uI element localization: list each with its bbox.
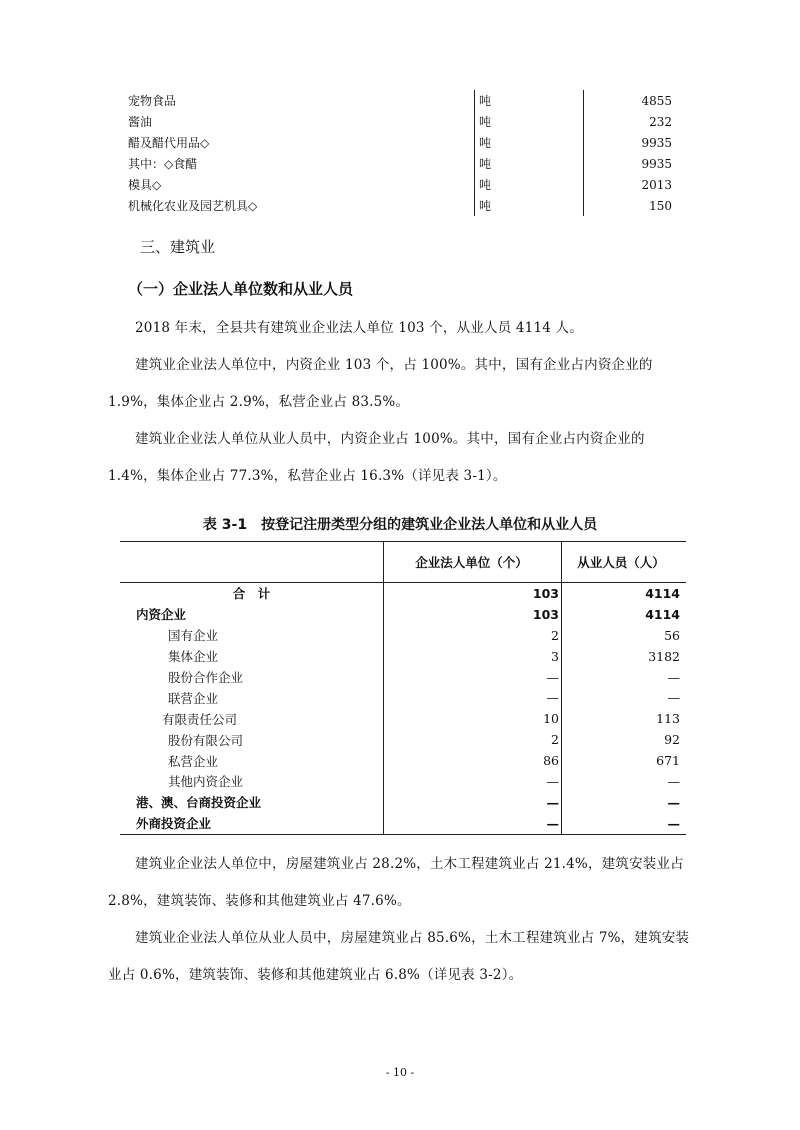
row-label: 有限责任公司 (162, 711, 238, 727)
units-cell: 2 (384, 625, 562, 646)
value: 9935 (641, 156, 672, 171)
product-output-table (120, 90, 686, 216)
value: 150 (649, 198, 672, 213)
units-cell: 10 (384, 708, 562, 729)
table-row (120, 90, 686, 111)
units-cell: 103 (384, 604, 562, 625)
item-name: 醋及醋代用品◇ (128, 136, 210, 150)
row-label: 集体企业 (168, 649, 219, 665)
table-row (120, 750, 686, 771)
unit: 吨 (475, 111, 584, 132)
table-row (120, 195, 686, 216)
paragraph: 建筑业企业法人单位中，房屋建筑业占 28.2%，土木工程建筑业占 21.4%，建筑安装业占 2.8%，建筑装饰、装修和其他建筑业占 47.6%。 (108, 856, 684, 909)
item-name: 模具◇ (128, 178, 162, 192)
persons-cell: — (562, 771, 687, 792)
table-row (120, 153, 686, 174)
row-label: 合 计 (232, 586, 271, 602)
unit: 吨 (475, 132, 584, 153)
table-row (120, 625, 686, 646)
header-persons: 从业人员（人） (562, 542, 687, 583)
table-row (120, 813, 686, 834)
row-label: 港、澳、台商投资企业 (136, 795, 262, 811)
persons-cell: 4114 (562, 604, 687, 625)
persons-cell: — (562, 813, 687, 834)
row-label: 私营企业 (168, 753, 219, 769)
persons-cell: — (562, 792, 687, 813)
table-row (120, 771, 686, 792)
item-name: 其中：◇食醋 (128, 157, 198, 171)
subsection-title: （一）企业法人单位数和从业人员 (128, 280, 354, 298)
units-cell: — (384, 667, 562, 688)
item-name: 机械化农业及园艺机具◇ (128, 199, 258, 213)
item-name: 宠物食品 (128, 94, 177, 108)
unit: 吨 (475, 153, 584, 174)
analysis-paragraphs (108, 846, 692, 994)
persons-cell: 92 (562, 729, 687, 750)
table-header-row (120, 542, 686, 583)
units-cell: 103 (384, 583, 562, 604)
persons-cell: 56 (562, 625, 687, 646)
intro-paragraphs (108, 310, 692, 495)
paragraph: 2018 年末，全县共有建筑业企业法人单位 103 个，从业人员 4114 人。 (135, 320, 583, 336)
paragraph: 建筑业企业法人单位从业人员中，内资企业占 100%。其中，国有企业占内资企业的 1.4%，集体企业占 77.3%，私营企业占 16.3%（详见表 3-1）。 (108, 431, 645, 484)
unit: 吨 (475, 174, 584, 195)
table-row (120, 687, 686, 708)
unit: 吨 (475, 195, 584, 216)
paragraph: 建筑业企业法人单位中，内资企业 103 个，占 100%。其中，国有企业占内资企业的 1.9%，集体企业占 2.9%，私营企业占 83.5%。 (108, 357, 653, 410)
persons-cell: 671 (562, 750, 687, 771)
row-label: 股份有限公司 (168, 732, 244, 748)
table-row (120, 646, 686, 667)
table-row (120, 583, 686, 604)
persons-cell: — (562, 667, 687, 688)
table-row (120, 111, 686, 132)
value: 4855 (641, 93, 672, 108)
header-units: 企业法人单位（个） (384, 542, 562, 583)
enterprise-table (120, 541, 686, 835)
units-cell: 3 (384, 646, 562, 667)
persons-cell: 3182 (562, 646, 687, 667)
persons-cell: 113 (562, 708, 687, 729)
header-blank (120, 542, 384, 583)
row-label: 外商投资企业 (136, 816, 212, 832)
row-label: 其他内资企业 (168, 774, 244, 790)
section-title: 三、建筑业 (140, 238, 216, 256)
value: 232 (649, 114, 672, 129)
units-cell: — (384, 813, 562, 834)
row-label: 联营企业 (168, 690, 219, 706)
row-label: 股份合作企业 (168, 670, 244, 685)
table-row (120, 708, 686, 729)
table-row (120, 792, 686, 813)
table-row (120, 604, 686, 625)
unit: 吨 (475, 90, 584, 111)
table-row (120, 132, 686, 153)
row-label: 国有企业 (168, 628, 219, 644)
item-name: 酱油 (128, 115, 153, 129)
table-row (120, 729, 686, 750)
persons-cell: — (562, 687, 687, 708)
units-cell: — (384, 687, 562, 708)
table-row (120, 667, 686, 688)
value: 9935 (641, 135, 672, 150)
persons-cell: 4114 (562, 583, 687, 604)
table-row (120, 174, 686, 195)
page-number: - 10 - (385, 1066, 415, 1079)
value: 2013 (641, 177, 672, 192)
row-label: 内资企业 (136, 607, 187, 623)
units-cell: 86 (384, 750, 562, 771)
table-caption: 表 3-1 按登记注册类型分组的建筑业企业法人单位和从业人员 (202, 517, 598, 533)
paragraph: 建筑业企业法人单位从业人员中，房屋建筑业占 85.6%，土木工程建筑业占 7%，建筑安装业占 0.6%，建筑装饰、装修和其他建筑业占 6.8%（详见表 3-2）。 (108, 930, 690, 983)
units-cell: — (384, 792, 562, 813)
units-cell: 2 (384, 729, 562, 750)
units-cell: — (384, 771, 562, 792)
